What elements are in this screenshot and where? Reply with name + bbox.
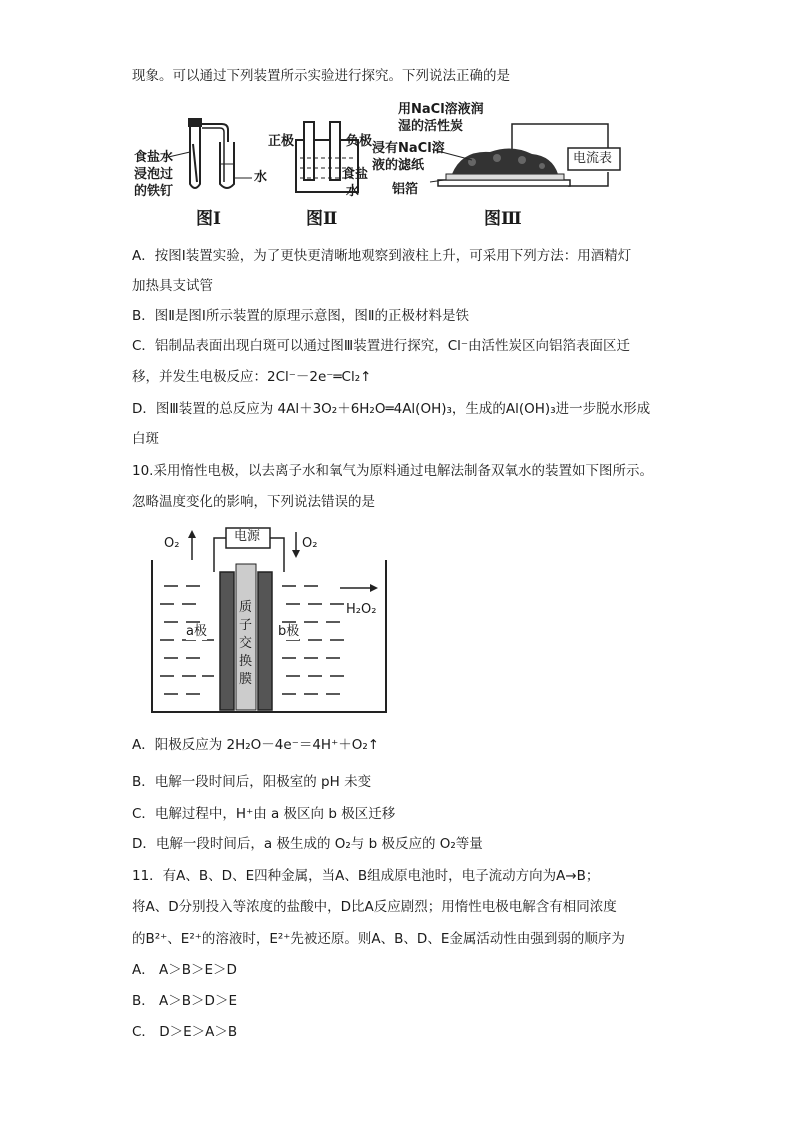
fig3-label-meter: 电流表 xyxy=(573,151,613,166)
figure-2 xyxy=(268,112,378,227)
fig3-label-paper-2: 液的滤纸 xyxy=(372,158,425,173)
q10-membrane-char-3: 交 xyxy=(239,636,253,651)
q9-option-a-line2: 加热具支试管 xyxy=(132,278,213,294)
fig1-caption: 图Ⅰ xyxy=(196,209,221,229)
q11-stem-line2: 将A、D分别投入等浓度的盐酸中，D比A反应剧烈；用惰性电极电解含有相同浓度 xyxy=(132,899,617,915)
q11-stem-line1: 11．有A、B、D、E四种金属，当A、B组成原电池时，电子流动方向为A→B； xyxy=(132,868,600,884)
q10-label-h2o2: H₂O₂ xyxy=(346,602,377,617)
fig3-label-carbon-1: 用NaCl溶液润 xyxy=(398,102,484,117)
figure-3 xyxy=(372,100,630,227)
q10-figure xyxy=(150,524,390,716)
q10-label-o2-left: O₂ xyxy=(164,536,180,551)
q11-option-c: C． D＞E＞A＞B xyxy=(132,1024,238,1040)
q10-label-o2-right: O₂ xyxy=(302,536,318,551)
q10-option-d: D．电解一段时间后，a 极生成的 O₂与 b 极反应的 O₂等量 xyxy=(132,836,483,852)
q10-option-b: B．电解一段时间后，阳极室的 pH 未变 xyxy=(132,774,372,790)
q10-membrane-char-1: 质 xyxy=(239,600,253,615)
fig2-caption: 图Ⅱ xyxy=(306,209,338,229)
q9-option-a-line1: A．按图Ⅰ装置实验，为了更快更清晰地观察到液柱上升，可采用下列方法：用酒精灯 xyxy=(132,248,632,264)
q10-figure-drawing xyxy=(150,524,390,716)
q10-membrane-char-4: 换 xyxy=(239,654,253,669)
q11-stem-line3: 的B²⁺、E²⁺的溶液时，E²⁺先被还原。则A、B、D、E金属活动性由强到弱的顺序为 xyxy=(132,931,625,947)
fig2-label-negative: 负极 xyxy=(346,134,373,149)
q9-option-b: B．图Ⅱ是图Ⅰ所示装置的原理示意图，图Ⅱ的正极材料是铁 xyxy=(132,308,470,324)
q11-option-b: B． A＞B＞D＞E xyxy=(132,993,237,1009)
q10-option-c: C．电解过程中，H⁺由 a 极区向 b 极区迁移 xyxy=(132,806,396,822)
fig3-label-carbon-2: 湿的活性炭 xyxy=(398,119,464,134)
fig2-label-positive: 正极 xyxy=(268,134,295,149)
q10-label-power: 电源 xyxy=(234,529,261,544)
q10-label-electrode-b: b极 xyxy=(278,624,300,639)
q9-option-c-line2: 移，并发生电极反应：2Cl⁻－2e⁻═Cl₂↑ xyxy=(132,369,372,385)
fig1-label-nail: 的铁钉 xyxy=(134,184,174,199)
q9-option-d-line2: 白斑 xyxy=(132,431,159,447)
q11-option-a: A． A＞B＞E＞D xyxy=(132,962,237,978)
fig3-label-foil: 铝箔 xyxy=(392,182,419,197)
fig3-label-paper-1: 浸有NaCl溶 xyxy=(372,141,445,156)
q10-label-electrode-a: a极 xyxy=(186,624,207,639)
fig1-label-saltwater: 食盐水 xyxy=(134,150,174,165)
fig3-caption: 图Ⅲ xyxy=(484,209,522,229)
intro-line: 现象。可以通过下列装置所示实验进行探究。下列说法正确的是 xyxy=(132,68,510,84)
q10-option-a: A．阳极反应为 2H₂O－4e⁻＝4H⁺＋O₂↑ xyxy=(132,737,380,753)
fig2-label-salt-water: 水 xyxy=(346,184,360,199)
q9-option-d-line1: D．图Ⅲ装置的总反应为 4Al＋3O₂＋6H₂O═4Al(OH)₃，生成的Al(OH)₃进一步脱水形成 xyxy=(132,401,651,417)
q10-stem-line1: 10.采用惰性电极，以去离子水和氧气为原料通过电解法制备双氧水的装置如下图所示。 xyxy=(132,463,653,479)
q9-option-c-line1: C．铝制品表面出现白斑可以通过图Ⅲ装置进行探究，Cl⁻由活性炭区向铝箔表面区迁 xyxy=(132,338,631,354)
fig1-label-water: 水 xyxy=(254,170,268,185)
figure-1 xyxy=(134,112,274,227)
fig2-label-salt: 食盐 xyxy=(342,167,369,182)
q10-membrane-char-5: 膜 xyxy=(239,672,253,687)
fig1-label-soaked: 浸泡过 xyxy=(134,167,174,182)
q10-stem-line2: 忽略温度变化的影响，下列说法错误的是 xyxy=(132,494,375,510)
q10-membrane-char-2: 子 xyxy=(239,618,253,633)
